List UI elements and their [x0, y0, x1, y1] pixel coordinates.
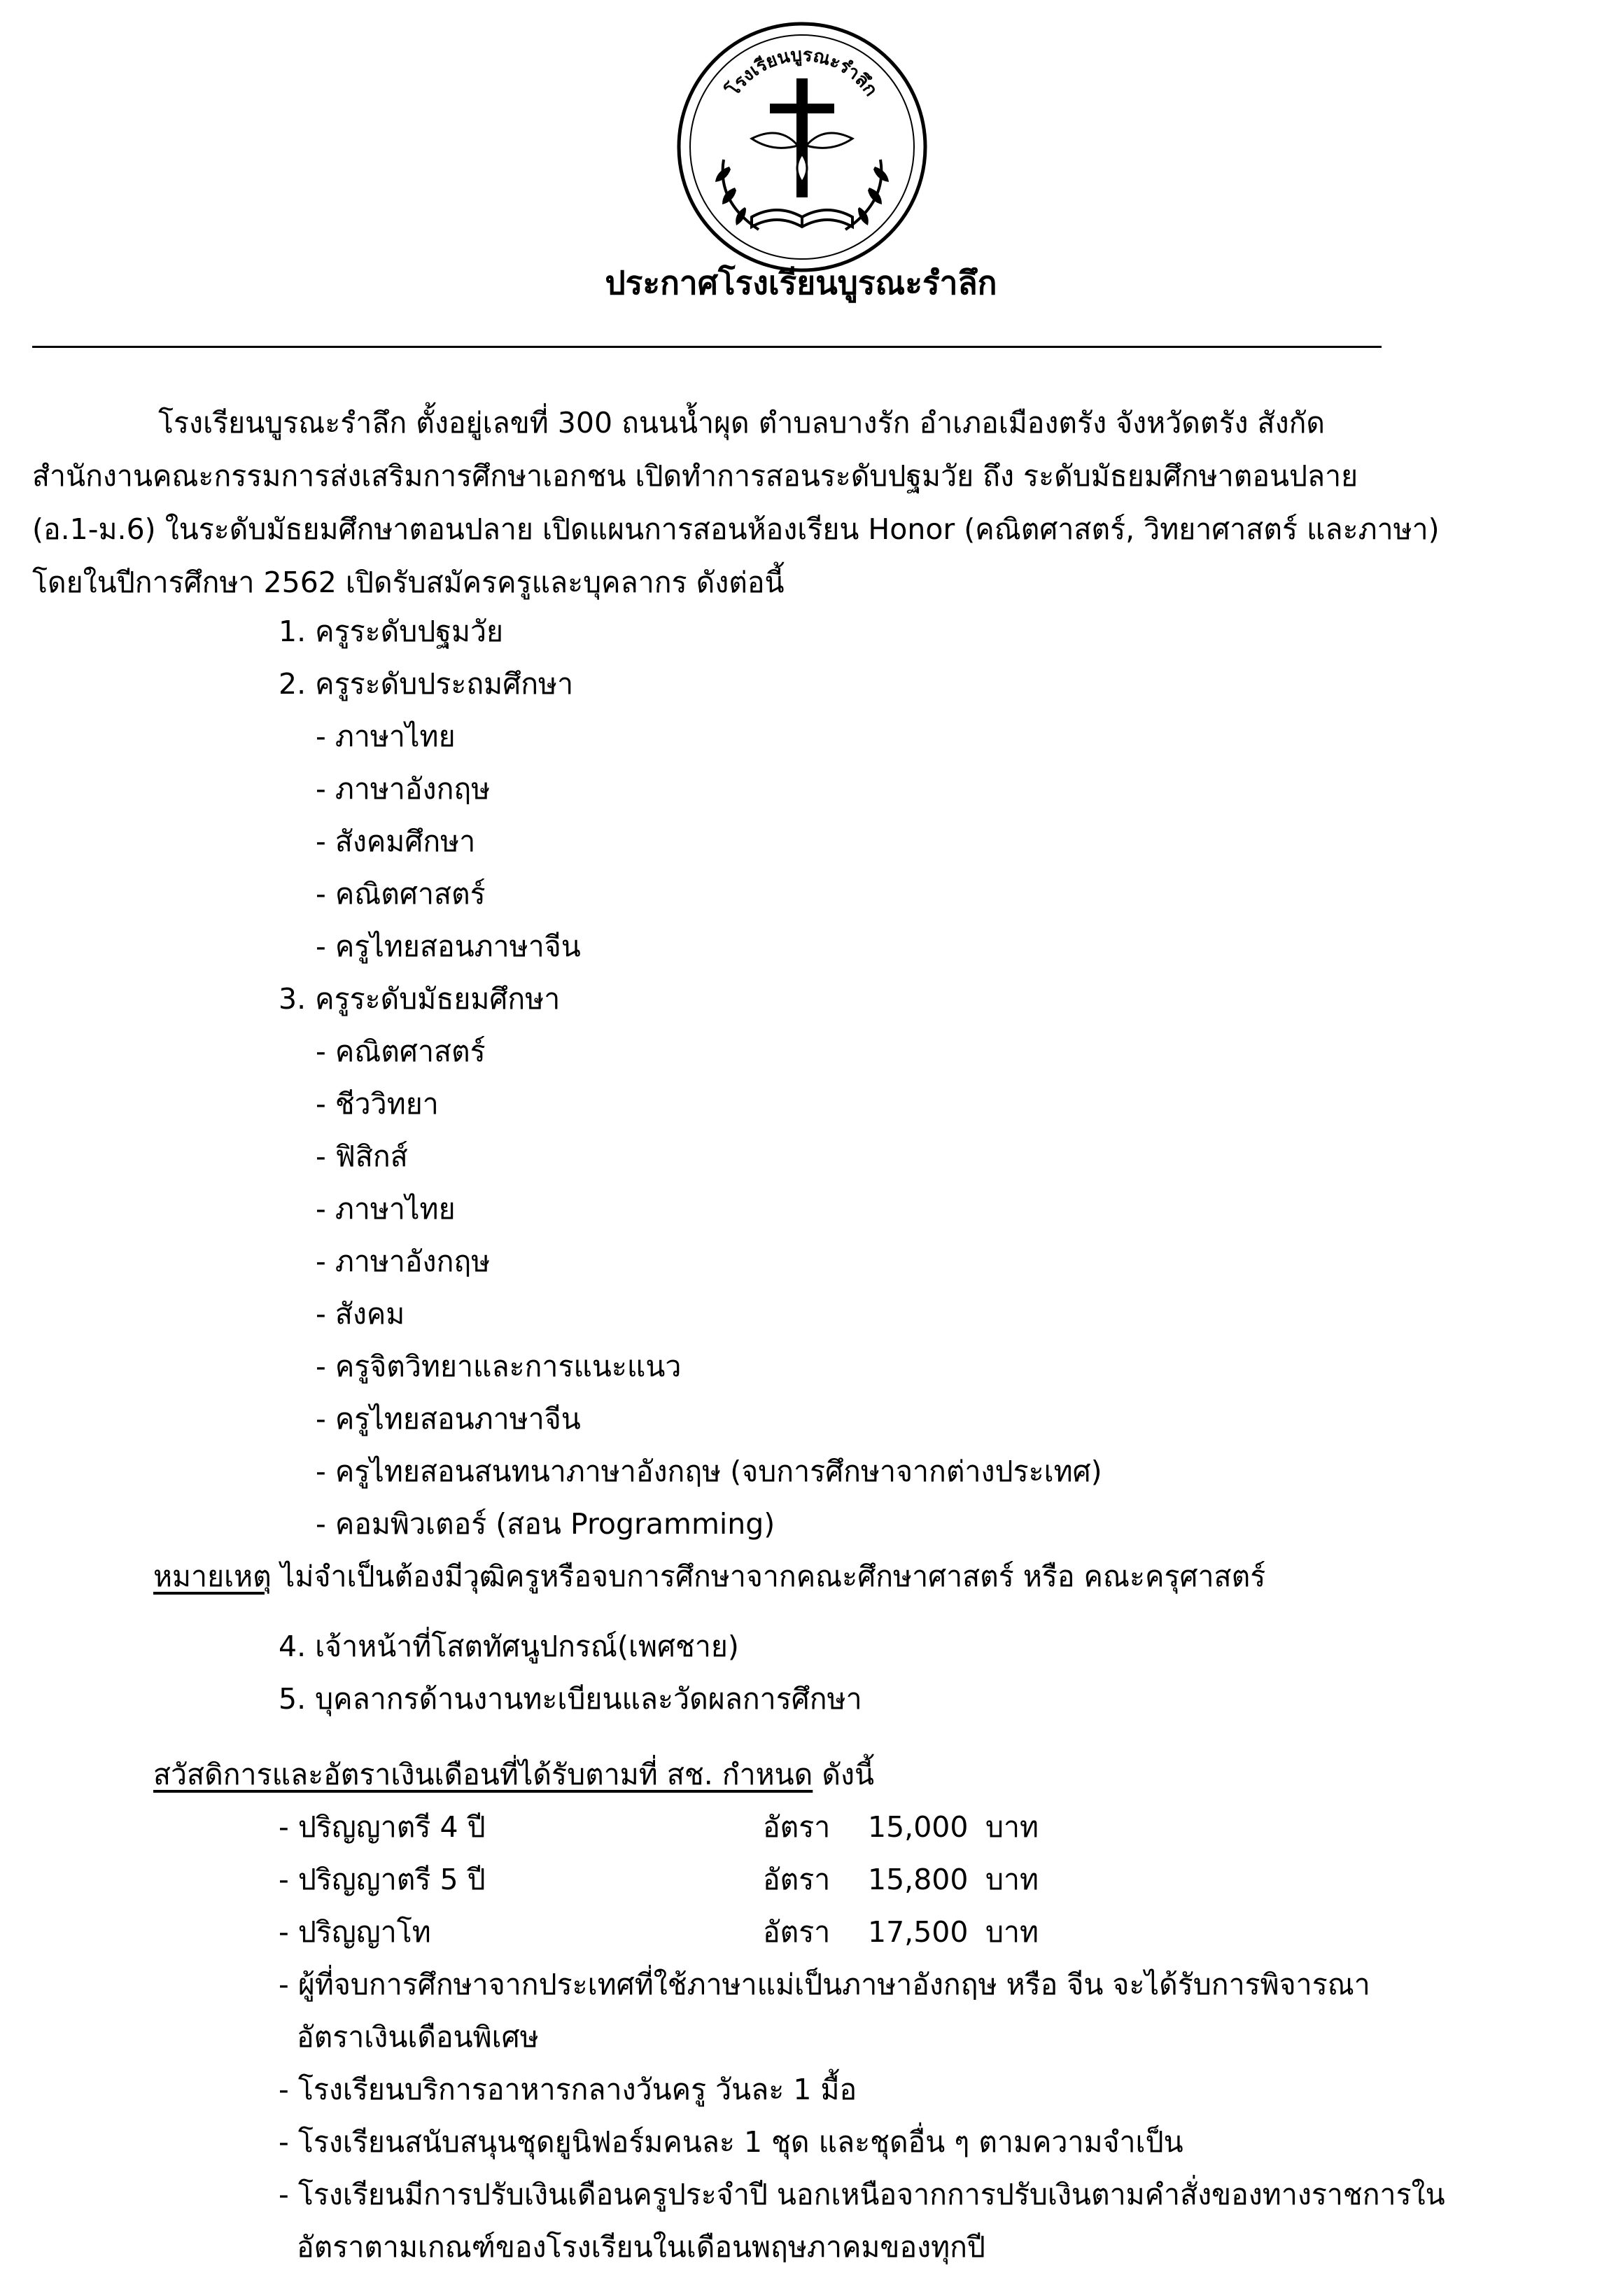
rate-unit: บาท — [985, 1863, 1039, 1896]
intro-paragraph — [32, 396, 1440, 609]
benefits-heading-underlined: สวัสดิการและอัตราเงินเดือนที่ได้รับตามที่ สช. กำหนด — [153, 1758, 813, 1791]
intro-line: โรงเรียนบูรณะรำลึก ตั้งอยู่เลขที่ 300 ถนนน้ำผุด ตำบลบางรัก อำเภอเมืองตรัง จังหวัดตรัง สังกัด — [158, 406, 1326, 440]
position-sub-item: - สังคมศึกษา — [316, 825, 476, 858]
school-seal-icon — [675, 20, 929, 274]
position-item: 1. ครูระดับปฐมวัย — [279, 615, 504, 648]
rate-degree: - ปริญญาโท — [279, 1915, 431, 1949]
position-item: 5. บุคลากรด้านงานทะเบียนและวัดผลการศึกษา — [279, 1682, 862, 1716]
position-sub-item: - ชีววิทยา — [316, 1087, 439, 1121]
note — [153, 1562, 1265, 1591]
note-label: หมายเหตุ — [153, 1560, 272, 1593]
benefit-item: - โรงเรียนสนับสนุนชุดยูนิฟอร์มคนละ 1 ชุด และชุดอื่น ๆ ตามความจำเป็น — [279, 2125, 1183, 2159]
position-sub-item: - ภาษาอังกฤษ — [316, 1245, 491, 1278]
rate-label: อัตรา — [763, 1863, 831, 1896]
seal-text: โรงเรียนบูรณะรำลึก — [722, 44, 882, 101]
rate-amount: 15,000 — [868, 1810, 969, 1844]
rate-unit: บาท — [985, 1915, 1039, 1949]
rate-unit: บาท — [985, 1810, 1039, 1844]
benefits-heading — [153, 1760, 874, 1789]
position-sub-item: - ครูไทยสอนภาษาจีน — [316, 1402, 581, 1436]
benefit-item: - โรงเรียนมีการปรับเงินเดือนครูประจำปี นอกเหนือจากการปรับเงินตามคำสั่งของทางราชการใน — [279, 2178, 1445, 2211]
rate-degree: - ปริญญาตรี 5 ปี — [279, 1863, 486, 1896]
position-sub-item: - ภาษาไทย — [316, 1192, 456, 1226]
position-sub-item: - ครูจิตวิทยาและการแนะแนว — [316, 1350, 682, 1383]
rate-label: อัตรา — [763, 1915, 831, 1949]
rate-degree: - ปริญญาตรี 4 ปี — [279, 1810, 486, 1844]
benefit-item: - โรงเรียนบริการอาหารกลางวันครู วันละ 1 มื้อ — [279, 2073, 857, 2106]
rate-amount: 17,500 — [868, 1915, 969, 1949]
benefit-item: - ผู้ที่จบการศึกษาจากประเทศที่ใช้ภาษาแม่เป็นภาษาอังกฤษ หรือ จีน จะได้รับการพิจารณา — [279, 1968, 1370, 2001]
position-sub-item: - ภาษาไทย — [316, 720, 456, 753]
intro-line: (อ.1-ม.6) ในระดับมัธยมศึกษาตอนปลาย เปิดแผนการสอนห้องเรียน Honor (คณิตศาสตร์, วิทยาศาสตร์ และภาษา) — [32, 512, 1440, 546]
position-sub-item: - ภาษาอังกฤษ — [316, 772, 491, 806]
title-divider — [32, 346, 1382, 348]
position-sub-item: - สังคม — [316, 1297, 405, 1331]
intro-line: โดยในปีการศึกษา 2562 เปิดรับสมัครครูและบุคลากร ดังต่อนี้ — [32, 566, 785, 599]
benefit-item-continued: อัตราตามเกณฑ์ของโรงเรียนในเดือนพฤษภาคมของทุกปี — [297, 2230, 985, 2264]
rate-label: อัตรา — [763, 1810, 831, 1844]
rate-amount: 15,800 — [868, 1863, 969, 1896]
position-sub-item: - ครูไทยสอนภาษาจีน — [316, 930, 581, 963]
benefit-item-continued: อัตราเงินเดือนพิเศษ — [297, 2020, 539, 2054]
page-title: ประกาศโรงเรียนบูรณะรำลึก — [605, 264, 997, 302]
position-sub-item: - ฟิสิกส์ — [316, 1140, 408, 1173]
note-text: ไม่จำเป็นต้องมีวุฒิครูหรือจบการศึกษาจากคณะศึกษาศาสตร์ หรือ คณะครุศาสตร์ — [271, 1560, 1266, 1593]
position-sub-item: - ครูไทยสอนสนทนาภาษาอังกฤษ (จบการศึกษาจากต่างประเทศ) — [316, 1455, 1102, 1488]
position-item: 4. เจ้าหน้าที่โสตทัศนูปกรณ์(เพศชาย) — [279, 1630, 739, 1663]
benefits-heading-rest: ดังนี้ — [813, 1758, 874, 1791]
position-sub-item: - คณิตศาสตร์ — [316, 877, 486, 911]
position-sub-item: - คอมพิวเตอร์ (สอน Programming) — [316, 1507, 775, 1541]
position-item: 3. ครูระดับมัธยมศึกษา — [279, 982, 561, 1016]
position-item: 2. ครูระดับประถมศึกษา — [279, 667, 574, 701]
position-sub-item: - คณิตศาสตร์ — [316, 1035, 486, 1068]
intro-line: สำนักงานคณะกรรมการส่งเสริมการศึกษาเอกชน เปิดทำการสอนระดับปฐมวัย ถึง ระดับมัธยมศึกษาตอนปลาย — [32, 459, 1358, 493]
